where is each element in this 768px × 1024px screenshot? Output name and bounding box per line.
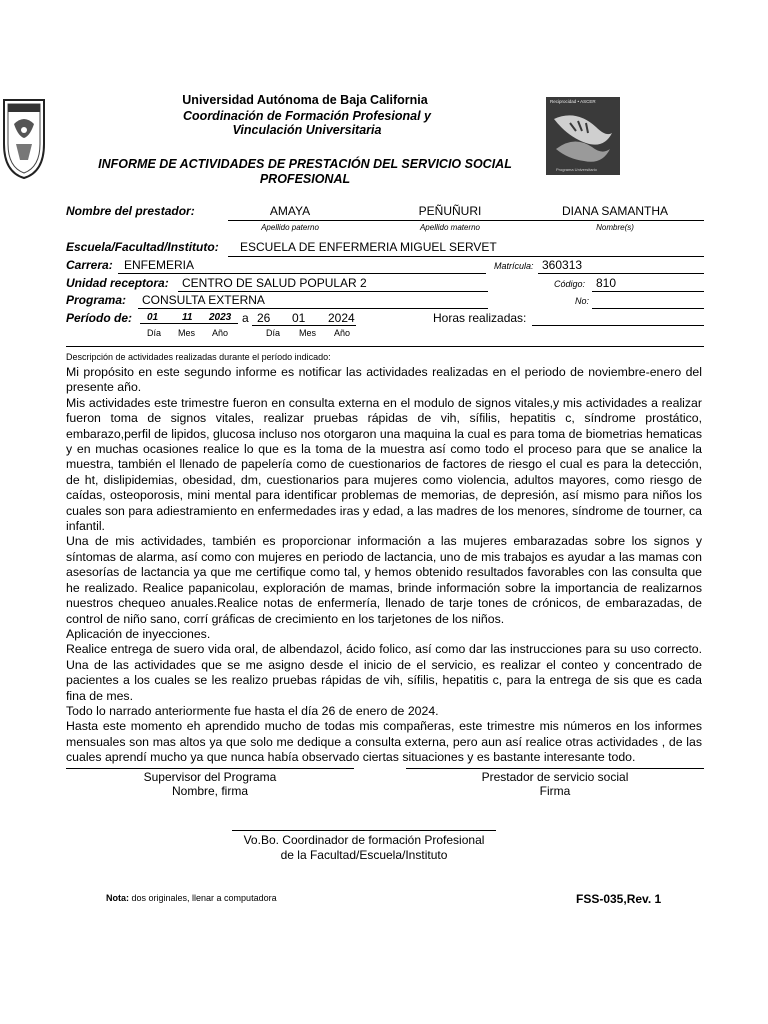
horas-underline (532, 325, 704, 326)
description-paragraph: Aplicación de inyecciones. (66, 626, 211, 641)
hasta-anio[interactable]: 2024 (328, 311, 355, 325)
form-code: FSS-035,Rev. 1 (576, 892, 662, 906)
vobo-sublabel: de la Facultad/Escuela/Instituto (280, 848, 448, 862)
programa-label: Programa: (66, 293, 127, 307)
periodo-separator: a (242, 311, 249, 325)
desde-anio[interactable]: 2023 (209, 312, 232, 323)
nota-label: Nota: (106, 893, 129, 903)
section-divider (66, 346, 704, 347)
description-paragraph: Una de mis actividades, también es proporcionar información a las mujeres embarazadas sobre los signos y síntomas de alarma, así como con mujeres en periodo de lactancia, uno de mis trabajos es ayudar a las mamas con asesorías de lactancia ya que me certifique como tal, y hemos obtenido resultados favorables con las consulta que he realizado. Realice papanicolau, exploración de mamas, brinde información sobre la importancia de realizarnos nuestros chequeo anuales.Realice notas de enfermería, llenado de tarje tones de crónicos, de embarazadas, de control de niño sano, corrí gráficas de crecimiento en los tarjetones de los niños. (66, 534, 702, 626)
supervisor-sublabel: Nombre, firma (171, 784, 248, 798)
supervisor-label: Supervisor del Programa (143, 770, 277, 784)
hasta-dia-caption: Día (266, 328, 281, 338)
periodo-label: Período de: (66, 311, 133, 325)
description-paragraph: Mi propósito en este segundo informe es notificar las actividades realizadas en el periodo de noviembre-enero del presente año. (66, 365, 702, 395)
escuela-value[interactable]: ESCUELA DE ENFERMERIA MIGUEL SERVET (240, 240, 497, 254)
report-title-line-2: PROFESIONAL (259, 172, 351, 186)
description-paragraph: Mis actividades este trimestre fueron en consulta externa en el modulo de signos vitales,y mis actividades a realizar fueron toma de signos vitales, realizar pruebas rápidas de vih, sífilis, hepatitis c, síndrome prostático, embarazo,perfil de lipidos, glucosa incluso nos otorgaron una maquina la cual es para toma de biometrias hematicas y en muchas ocasiones realice lo que es la toma de la muestra así como todo el proceso para que se analice la muestra, también el llenado de papelería como de cuestionarios de factores de riesgo el cual es para la detección, de ht, dislipidemias, obesidad, dm, cuestionarios para mujeres como violencia, adultos mayores, como riesgo de caídas, osteoporosis, mini mental para identificar problemas de memorias, de depresión, así mismo para niños los cuales son para adiestramiento en enfermedades iras y edad, a las madres de los menores, síndrome de tourner, ca infantil. (66, 395, 702, 534)
carrera-label: Carrera: (66, 258, 113, 272)
codigo-value[interactable]: 810 (596, 276, 617, 290)
prestador-signature-line (406, 768, 704, 769)
logo-caption: Reciprocidad • ASCER (550, 99, 596, 104)
name-label: Nombre del prestador: (66, 204, 195, 218)
nombres-value[interactable]: DIANA SAMANTHA (561, 204, 669, 218)
desde-dia-caption: Día (147, 328, 162, 338)
codigo-label: Código: (554, 279, 586, 289)
hasta-mes-caption: Mes (299, 328, 317, 338)
apellido-materno-caption: Apellido materno (419, 223, 481, 232)
coordination-line-2: Vinculación Universitaria (232, 123, 382, 137)
desde-underline (140, 323, 238, 324)
desde-anio-caption: Año (212, 328, 229, 338)
escuela-underline (228, 256, 704, 257)
university-seal (2, 94, 46, 180)
hasta-dia[interactable]: 26 (257, 311, 271, 325)
carrera-underline (118, 273, 486, 274)
unidad-label: Unidad receptora: (66, 276, 169, 290)
description-paragraph: Todo lo narrado anteriormente fue hasta el día 26 de enero de 2024. (66, 703, 439, 718)
apellido-paterno-caption: Apellido paterno (261, 223, 319, 232)
matricula-value[interactable]: 360313 (542, 258, 583, 272)
logo-subcaption: Programa Universitario (556, 167, 597, 172)
hasta-mes[interactable]: 01 (292, 311, 306, 325)
description-paragraph: Hasta este momento eh aprendido mucho de todas mis compañeras, este trimestre mis números en los informes mensuales son mas altos ya que solo me dedique a consulta externa, pero aun así realice otras actividades , de las cuales aprendí mucho ya que nunca había observado ciertas situaciones y es bastante interesante todo. (66, 719, 702, 765)
hasta-anio-caption: Año (334, 328, 351, 338)
service-logo (546, 97, 620, 175)
matricula-underline (538, 273, 704, 274)
report-title-line-1: INFORME DE ACTIVIDADES DE PRESTACIÓN DEL SERVICIO SOCIAL (98, 157, 512, 171)
activities-description[interactable] (66, 365, 702, 766)
desde-dia[interactable]: 01 (147, 312, 159, 323)
prestador-sublabel: Firma (539, 784, 571, 798)
coordination-line-1: Coordinación de Formación Profesional y (183, 109, 431, 123)
apellido-materno-value[interactable]: PEÑUÑURI (418, 204, 482, 218)
description-label: Descripción de actividades realizadas durante el período indicado: (66, 352, 331, 362)
programa-value[interactable]: CONSULTA EXTERNA (142, 293, 265, 307)
desde-mes[interactable]: 11 (182, 312, 193, 323)
nombres-caption: Nombre(s) (596, 223, 634, 232)
vobo-signature-line (232, 830, 496, 831)
nota-text: dos originales, llenar a computadora (129, 893, 277, 903)
footer-note (106, 893, 277, 903)
unidad-value[interactable]: CENTRO DE SALUD POPULAR 2 (182, 276, 367, 290)
no-label: No: (575, 296, 590, 306)
desde-mes-caption: Mes (178, 328, 196, 338)
programa-underline (138, 308, 488, 309)
no-underline (592, 308, 704, 309)
vobo-label: Vo.Bo. Coordinador de formación Profesional (243, 833, 485, 847)
codigo-underline (592, 291, 704, 292)
name-underline (228, 220, 704, 221)
horas-label: Horas realizadas: (433, 311, 527, 325)
carrera-value[interactable]: ENFEMERIA (124, 258, 195, 272)
unidad-underline (178, 291, 488, 292)
university-name: Universidad Autónoma de Baja California (182, 93, 428, 107)
apellido-paterno-value[interactable]: AMAYA (269, 204, 311, 218)
hasta-underline (252, 325, 356, 326)
supervisor-signature-line (66, 768, 354, 769)
matricula-label: Matrícula: (494, 261, 534, 271)
prestador-label: Prestador de servicio social (481, 770, 629, 784)
escuela-label: Escuela/Facultad/Instituto: (66, 240, 219, 254)
description-paragraph: Realice entrega de suero vida oral, de albendazol, ácido folico, así como dar las instrucciones para su uso correcto. Una de las actividades que se me asigno desde el inicio de el servicio, es realizar el conteo y concentrado de pacientes a los cuales se les realizo pruebas rápidas de vih, sífilis, hepatitis c, para la entrega de sis que es cada fina de mes. (66, 642, 702, 703)
